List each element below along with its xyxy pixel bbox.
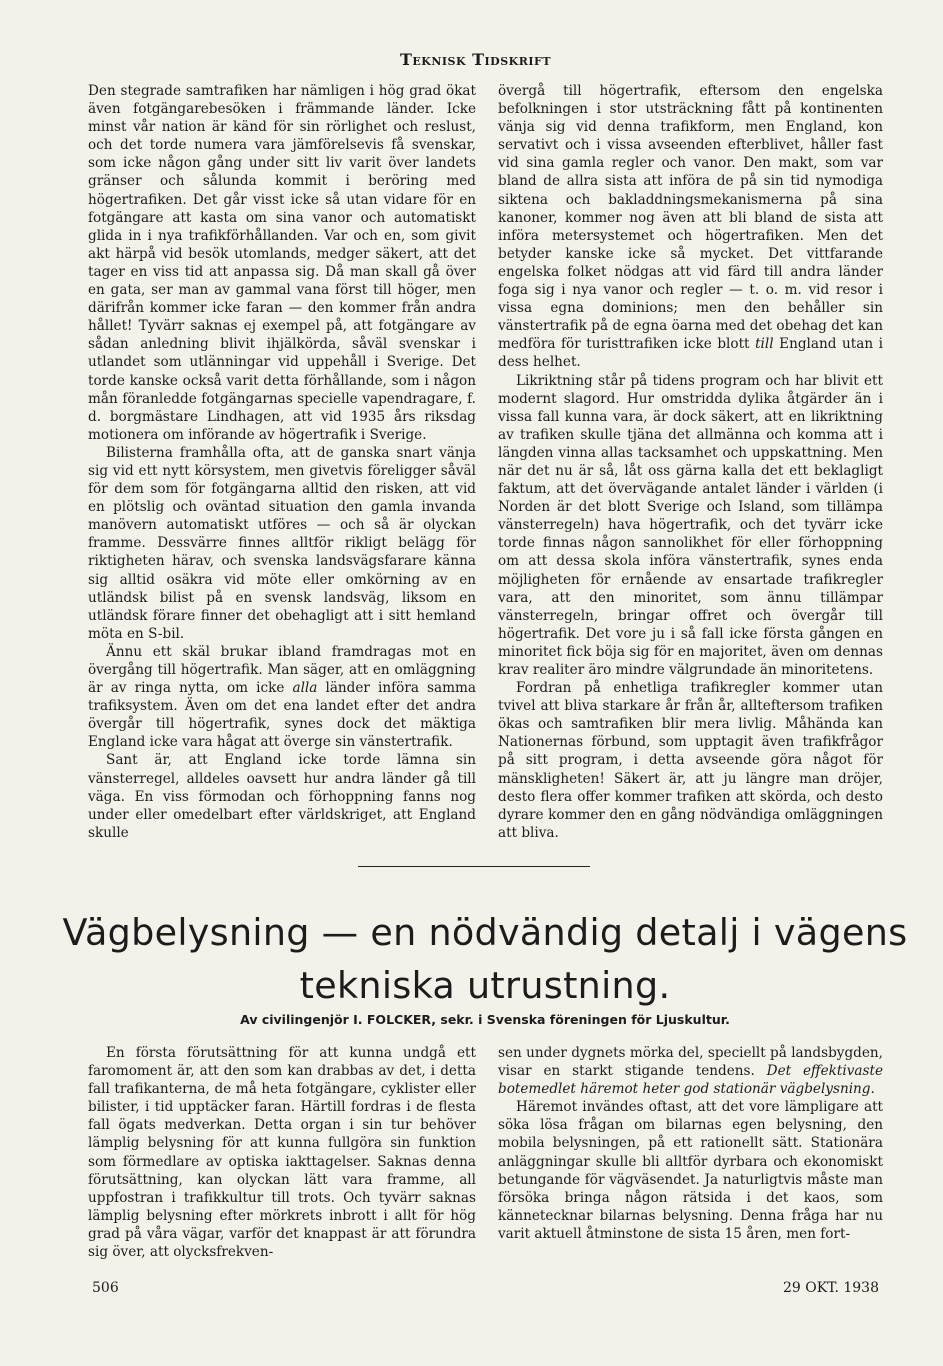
paragraph: Den stegrade samtrafiken har nämligen i hög grad ökat även fotgängarebesöken i främmande länder. Icke minst vår nation är känd för sin rörlighet och reslust, och det torde numera vara jämförelsevis få svenskar, som icke någon gång under sitt liv varit över landets gränser och sålunda kommit i beröring med högertrafiken. Det går visst icke så utan vidare för en fotgängare att kasta om sina vanor och automatiskt glida in i nya trafikförhållanden. Var och en, som givit akt härpå vid besök utomlands, medger säkert, att det tager en viss tid att anpassa sig. Då man skall gå över en gata, ser man av gammal vana först till höger, men därifrån kommer icke faran — den kommer från andra hållet! Tyvärr saknas ej exempel på, att fotgängare av sådan anledning blivit ihjälkörda, såväl svenskar i utlandet som utlänningar vid uppehåll i Sverige. Det torde kanske också varit detta förhållande, som i någon mån föranledde fotgängarnas specielle vapendragare, f. d. borgmästare Lindhagen, att vid 1935 års riksdag motionera om införande av högertrafik i Sverige. [88, 83, 476, 443]
text-run: Ännu ett skäl brukar ibland framdragas mot en övergång till högertrafik. Man säger, att en omläggning är av ringa nytta, om icke [88, 643, 476, 697]
paragraph: Sant är, att England icke torde lämna sin vänsterregel, alldeles oavsett hur andra länder gå till väga. En viss förmodan och förhoppning fanns nog under eller omedelbart efter världskriget, att England skulle [88, 752, 476, 841]
paragraph: Fordran på enhetliga trafikregler kommer utan tvivel att bliva starkare år från år, allteftersom trafiken ökas och samtrafiken blir mera livlig. Måhända kan Nationernas förbund, som upptagit även trafikfrågor på sitt program, i detta avseende göra något för mänskligheten! Säkert är, att ju längre man dröjer, desto flera offer kommer trafiken att skörda, och desto dyrare kommer den en gång nödvändiga omläggningen att bliva. [498, 680, 883, 841]
emphasis: Det effektivaste botemedlet häremot heter god stationär vägbelysning. [498, 1063, 883, 1098]
paragraph: Häremot invändes oftast, att det vore lämpligare att söka lösa frågan om bilarnas egen belysning, den mobila belysningen, på ett rationellt sätt. Stationära anläggningar skulle bli alltför dyrbara och ekonomiskt betungande för vägväsendet. Ja naturligtvis måste man försöka bringa någon rätsida i det kaos, som kännetecknar bilarnas belysning. Denna fråga har nu varit aktuell åtminstone de sista 15 åren, men fort- [498, 1099, 883, 1242]
paragraph [88, 643, 476, 752]
article1-column-right [498, 82, 883, 842]
issue-date: 29 OKT. 1938 [782, 1280, 879, 1296]
text-run: länder införa samma trafiksystem. Även om det ena landet efter det andra övergår till högertrafik, synes dock det mäktiga England icke vara hågat att överge sin vänstertrafik. [88, 680, 476, 751]
paragraph [498, 1044, 883, 1098]
article2-column-left [88, 1044, 476, 1261]
headline-line: Vägbelysning — en nödvändig detalj i vägens [62, 911, 908, 954]
text-run: sen under dygnets mörka del, speciellt på landsbygden, visar en starkt stigande tendens. [498, 1045, 883, 1080]
emphasis: till [755, 336, 774, 353]
byline: Av civilingenjör I. FOLCKER, sekr. i Svenska föreningen för Ljuskultur. [240, 1012, 730, 1027]
paragraph [498, 82, 883, 372]
page-number: 506 [92, 1280, 119, 1296]
paragraph: En första förutsättning för att kunna undgå ett faromoment är, att den som kan drabbas av det, i detta fall trafikanterna, de må heta fotgängare, cyklister eller bilister, i tid upptäcker faran. Härtill fordras i de flesta fall ögats medverkan. Detta organ i sin tur behöver lämplig belysning för att kunna fullgöra sin funktion som förmedlare av optiska iakttagelser. Saknas denna förutsättning, kan olyckan lätt vara framme, all uppfostran i trafikkultur till trots. Och tyvärr saknas lämplig belysning efter mörkrets inbrott i allt för hög grad på våra vägar, varför det knappast är att förundra sig över, att olycksfrekven- [88, 1045, 476, 1261]
masthead: Teknisk Tidskrift [400, 50, 552, 69]
article1-column-left [88, 82, 476, 842]
headline-line: tekniska utrustning. [299, 964, 671, 1007]
section-divider [358, 866, 590, 867]
paragraph: Likriktning står på tidens program och har blivit ett modernt slagord. Hur omstridda dylika åtgärder än i vissa fall kunna vara, är dock säkert, att en likriktning av trafiken skulle tjäna det allmänna och komma att i längden vinna allas tacksamhet och uppskattning. Men när det nu är så, låt oss gärna kalla det ett beklagligt faktum, att det övervägande antalet länder i världen (i Norden är det blott Sverige och Island, som tillämpa vänsterregeln) hava högertrafik, och det tyvärr icke torde finnas någon sannolikhet för eller förhoppning om att dessa skola införa vänstertrafik, synes enda möjligheten för ernående av ensartade trafikregler vara, att den minoritet, som ännu tillämpar vänsterregeln, bringar offret och övergår till högertrafik. Det vore ju i så fall icke första gången en minoritet fick böja sig för en majoritet, även om dennas krav realiter äro mindre välgrundade än minoritetens. [498, 372, 883, 678]
emphasis: alla [292, 680, 318, 697]
article2-column-right [498, 1044, 883, 1243]
text-run: England utan i dess helhet. [498, 336, 883, 371]
paragraph: Bilisterna framhålla ofta, att de ganska snart vänja sig vid ett nytt körsystem, men givetvis föreligger såväl för dem som för fotgängarna alltid den risken, att vid en plötslig och oväntad situation den gamla invanda manövern automatiskt utföres — och så är olyckan framme. Dessvärre finnes alltför rikligt belägg för riktigheten härav, och svenska landsvägsfarare känna sig alltid osäkra vid möte eller omkörning av en utländsk bilist på en svensk landsväg, liksom en utländsk förare finner det obehagligt att i sitt hemland möta en S-bil. [88, 444, 476, 642]
text-run: övergå till högertrafik, eftersom den engelska befolkningen i stor utsträckning fått på kontinenten vänja sig vid denna trafikform, men England, kon servativt och i vissa avseenden efterblivet, håller fast vid sina gamla regler och vanor. Den makt, som var bland de allra sista att införa de på sin tid nymodiga siktena och bakladdningsmekanismerna på sina kanoner, kommer nog även att bli bland de sista att införa metersystemet och högertrafiken. Men det betyder kanske icke så mycket. Det vittfarande engelska folket nödgas att vid färd till andra länder foga sig i nya vanor och regler — t. o. m. vid resor i vissa egna dominions; men den behåller sin vänstertrafik på de egna öarna med det obehag det kan medföra för turisttrafiken icke blott [498, 83, 883, 353]
article-headline [60, 906, 910, 1012]
